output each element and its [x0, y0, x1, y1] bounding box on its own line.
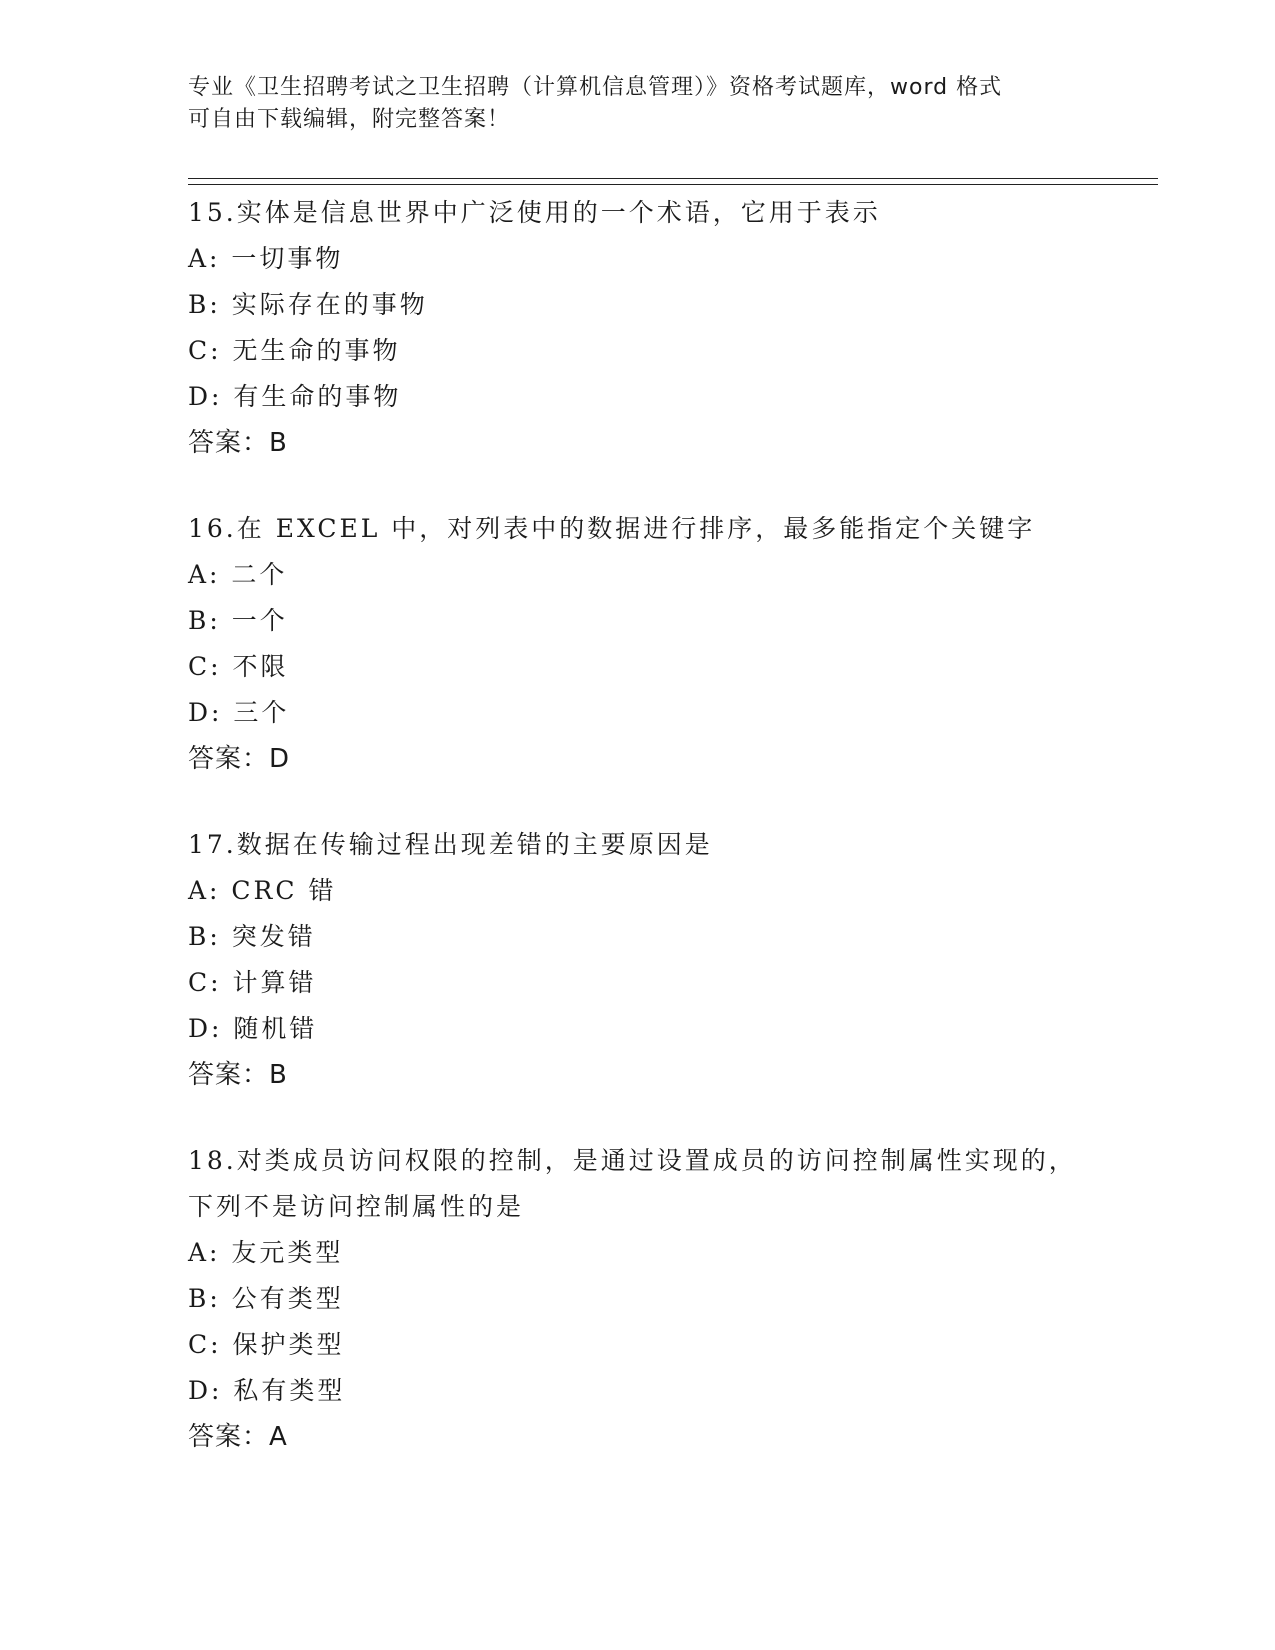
- header-divider-bottom: [188, 184, 1158, 185]
- option-d: D: 随机错: [188, 1014, 318, 1043]
- option-c: C: 计算错: [188, 968, 317, 997]
- option-a: A: CRC 错: [188, 876, 337, 905]
- header-divider-top: [188, 178, 1158, 179]
- option-a: A: 友元类型: [188, 1238, 344, 1267]
- option-d: D: 三个: [188, 698, 290, 727]
- question-list: [188, 190, 1088, 1500]
- question-stem: 18.对类成员访问权限的控制，是通过设置成员的访问控制属性实现的，下列不是访问控制属性的是: [188, 1146, 1077, 1221]
- question-stem: 15.实体是信息世界中广泛使用的一个术语，它用于表示: [188, 198, 881, 227]
- question-stem: 16.在 EXCEL 中，对列表中的数据进行排序，最多能指定个关键字: [188, 514, 1036, 543]
- option-a: A: 二个: [188, 560, 288, 589]
- option-d: D: 私有类型: [188, 1376, 346, 1405]
- header-line-2: 可自由下载编辑，附完整答案！: [188, 107, 511, 132]
- question-18: [188, 1138, 1088, 1460]
- answer-line: 答案：B: [188, 1060, 288, 1090]
- option-c: C: 无生命的事物: [188, 336, 401, 365]
- question-stem: 17.数据在传输过程出现差错的主要原因是: [188, 830, 713, 859]
- option-b: B: 实际存在的事物: [188, 290, 428, 319]
- option-d: D: 有生命的事物: [188, 382, 402, 411]
- option-b: B: 公有类型: [188, 1284, 344, 1313]
- option-b: B: 一个: [188, 606, 288, 635]
- answer-line: 答案：D: [188, 744, 291, 774]
- answer-line: 答案：A: [188, 1422, 288, 1452]
- document-header: [188, 72, 1088, 136]
- header-line-1: 专业《卫生招聘考试之卫生招聘（计算机信息管理）》资格考试题库，word 格式: [188, 75, 1003, 100]
- option-b: B: 突发错: [188, 922, 316, 951]
- question-15: [188, 190, 1088, 466]
- option-c: C: 不限: [188, 652, 289, 681]
- question-16: [188, 506, 1088, 782]
- answer-line: 答案：B: [188, 428, 288, 458]
- question-17: [188, 822, 1088, 1098]
- option-c: C: 保护类型: [188, 1330, 345, 1359]
- option-a: A: 一切事物: [188, 244, 344, 273]
